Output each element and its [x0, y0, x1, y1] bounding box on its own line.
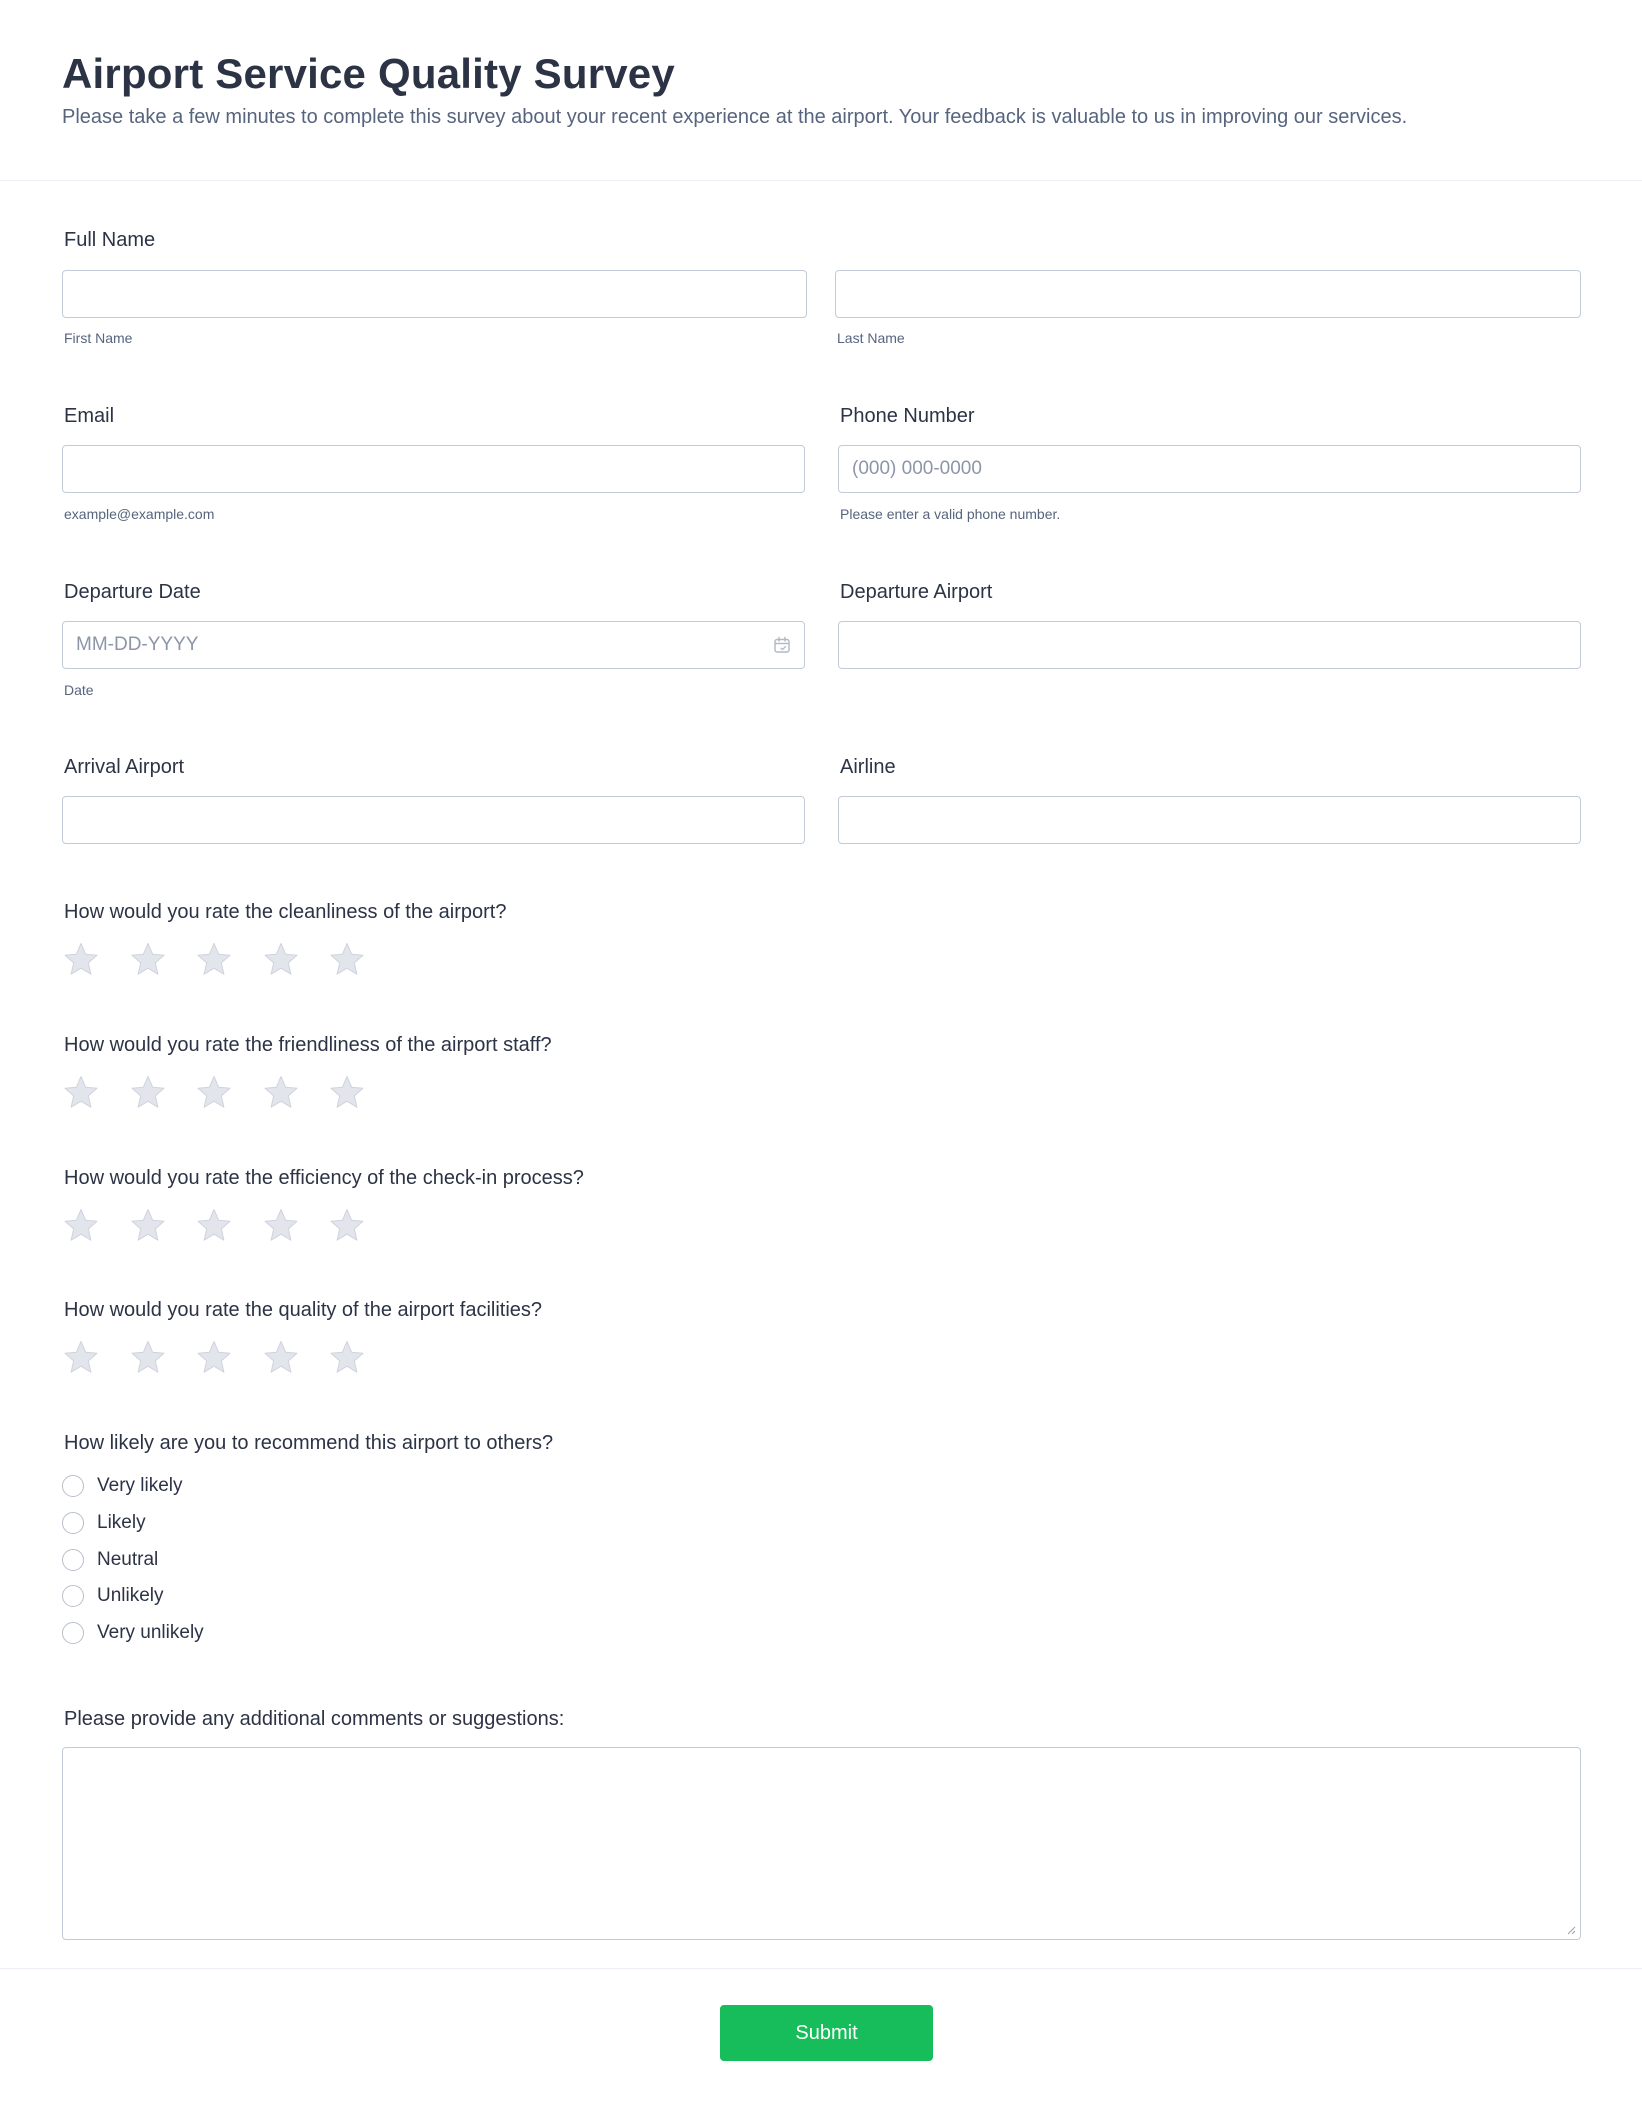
- first-name-input[interactable]: [62, 270, 807, 318]
- recommend-option[interactable]: [62, 1584, 322, 1610]
- resize-grip-icon[interactable]: [1566, 1925, 1576, 1935]
- star-rating-staff: [61, 1073, 381, 1113]
- departure-airport-label: Departure Airport: [840, 581, 993, 603]
- star-icon[interactable]: [261, 1206, 301, 1246]
- star-icon[interactable]: [194, 940, 234, 980]
- recommend-option[interactable]: [62, 1511, 322, 1537]
- submit-button[interactable]: Submit: [720, 2005, 933, 2061]
- last-name-input[interactable]: [835, 270, 1581, 318]
- radio-label: Unlikely: [97, 1585, 164, 1607]
- footer-divider: [0, 1968, 1642, 1969]
- star-icon[interactable]: [261, 1338, 301, 1378]
- email-input[interactable]: [62, 445, 805, 493]
- star-icon[interactable]: [128, 1206, 168, 1246]
- departure-date-input[interactable]: [62, 621, 805, 669]
- star-icon[interactable]: [61, 1338, 101, 1378]
- star-rating-facilities: [61, 1338, 381, 1378]
- phone-sublabel: Please enter a valid phone number.: [840, 506, 1061, 522]
- radio-button[interactable]: [62, 1512, 84, 1534]
- calendar-icon[interactable]: [773, 636, 791, 654]
- radio-button[interactable]: [62, 1475, 84, 1497]
- airline-label: Airline: [840, 756, 896, 778]
- departure-date-sublabel: Date: [64, 682, 94, 698]
- radio-button[interactable]: [62, 1549, 84, 1571]
- rating-question-staff: How would you rate the friendliness of the airport staff?: [64, 1034, 552, 1056]
- star-icon[interactable]: [61, 1073, 101, 1113]
- star-icon[interactable]: [261, 940, 301, 980]
- full-name-label: Full Name: [64, 229, 156, 251]
- star-icon[interactable]: [327, 1338, 367, 1378]
- star-icon[interactable]: [128, 1338, 168, 1378]
- airline-input[interactable]: [838, 796, 1581, 844]
- star-rating-checkin: [61, 1206, 381, 1246]
- star-icon[interactable]: [261, 1073, 301, 1113]
- star-icon[interactable]: [61, 940, 101, 980]
- rating-question-checkin: How would you rate the efficiency of the check-in process?: [64, 1167, 584, 1189]
- star-icon[interactable]: [194, 1338, 234, 1378]
- recommend-option[interactable]: [62, 1474, 322, 1500]
- radio-label: Likely: [97, 1511, 146, 1533]
- radio-button[interactable]: [62, 1622, 84, 1644]
- phone-label: Phone Number: [840, 405, 975, 427]
- form-description: Please take a few minutes to complete this survey about your recent experience at the airport. Your feedback is valuable to us in improving our services.: [62, 106, 1408, 128]
- form-title: Airport Service Quality Survey: [62, 50, 675, 97]
- star-icon[interactable]: [327, 1206, 367, 1246]
- last-name-sublabel: Last Name: [837, 330, 905, 346]
- phone-input[interactable]: [838, 445, 1581, 493]
- star-icon[interactable]: [327, 1073, 367, 1113]
- star-rating-cleanliness: [61, 940, 381, 980]
- radio-label: Neutral: [97, 1548, 159, 1570]
- star-icon[interactable]: [194, 1206, 234, 1246]
- star-icon[interactable]: [128, 940, 168, 980]
- first-name-sublabel: First Name: [64, 330, 133, 346]
- arrival-airport-input[interactable]: [62, 796, 805, 844]
- radio-button[interactable]: [62, 1585, 84, 1607]
- rating-question-facilities: How would you rate the quality of the airport facilities?: [64, 1299, 543, 1321]
- email-label: Email: [64, 405, 115, 427]
- rating-question-cleanliness: How would you rate the cleanliness of the airport?: [64, 901, 507, 923]
- radio-label: Very likely: [97, 1475, 183, 1496]
- departure-airport-input[interactable]: [838, 621, 1581, 669]
- arrival-airport-label: Arrival Airport: [64, 756, 185, 778]
- comments-label: Please provide any additional comments or suggestions:: [64, 1708, 565, 1730]
- recommend-option[interactable]: [62, 1621, 322, 1647]
- departure-date-label: Departure Date: [64, 581, 201, 603]
- star-icon[interactable]: [128, 1073, 168, 1113]
- radio-label: Very unlikely: [97, 1622, 204, 1644]
- email-sublabel: example@example.com: [64, 506, 215, 522]
- star-icon[interactable]: [61, 1206, 101, 1246]
- star-icon[interactable]: [327, 940, 367, 980]
- comments-textarea[interactable]: [62, 1747, 1581, 1940]
- star-icon[interactable]: [194, 1073, 234, 1113]
- departure-date-wrapper: [62, 621, 805, 669]
- recommend-question: How likely are you to recommend this airport to others?: [64, 1432, 554, 1454]
- form-header: [0, 0, 1642, 181]
- recommend-option[interactable]: [62, 1548, 322, 1574]
